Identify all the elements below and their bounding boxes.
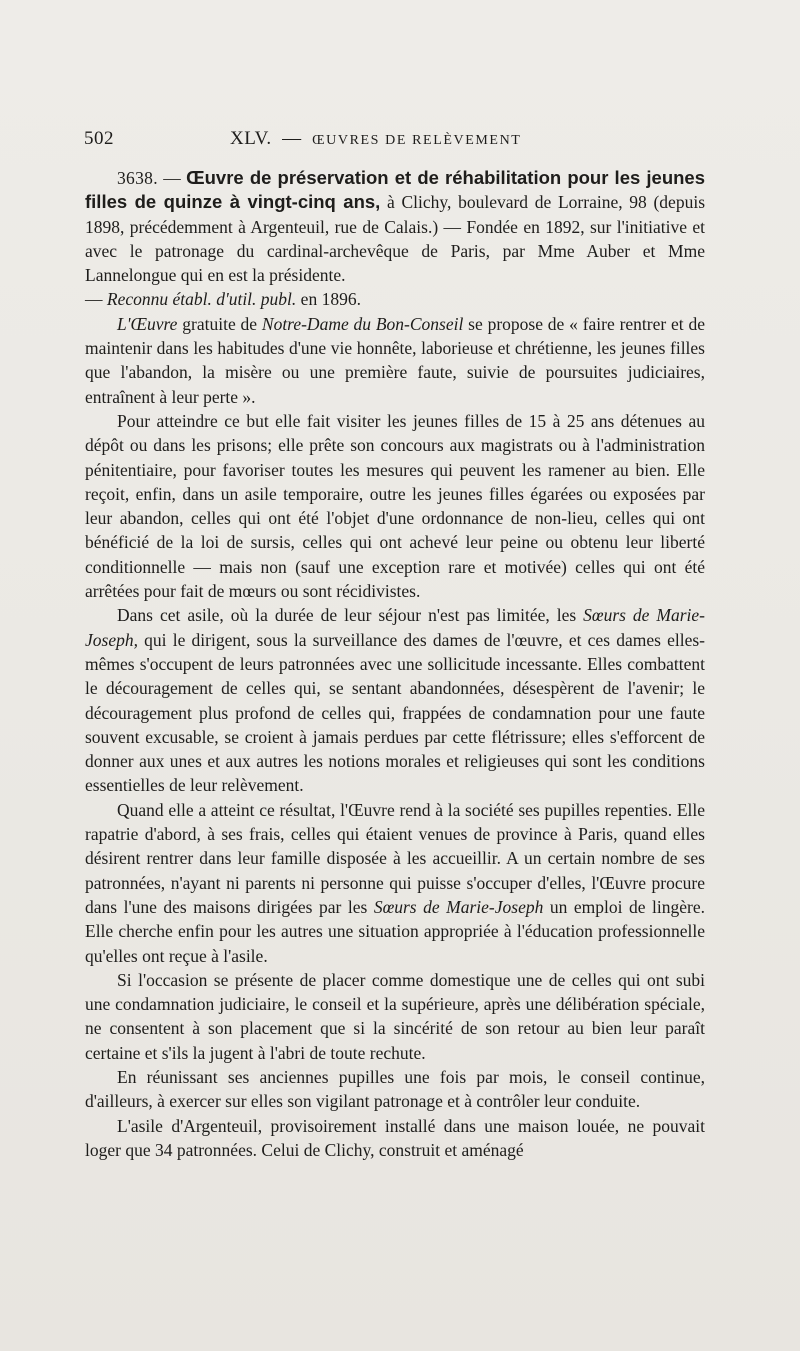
paragraph-placement: Si l'occasion se présente de placer comme domestique une de celles qui ont subi une condamnation judiciaire, le conseil et la supérieure, après une délibération spéciale, ne consentent à son placement que si la sincérité de son retour au bien leur paraît certaine et s'ils la jugent à l'abri de toute rechute. <box>85 969 705 1063</box>
soeurs-name: Sœurs de Marie-Joseph, <box>85 605 706 650</box>
running-header <box>84 128 714 158</box>
oeuvre-name: L'Œuvre <box>117 313 178 334</box>
recognition-prefix: — <box>85 289 107 310</box>
paragraph-mission-text-b: se propose de « faire rentrer et de maintenir dans les habitudes d'une vie honnête, laborieuse et chrétienne, les jeunes filles que l'abandon, la misère ou une première faute, suivie de poursuites judiciaires, entraînent à leur perte ». <box>85 313 705 407</box>
paragraph-mission <box>85 312 705 409</box>
paragraph-visits: Pour atteindre ce but elle fait visiter les jeunes filles de 15 à 25 ans détenues au dépôt ou dans les prisons; elle prête son concours aux magistrats ou à l'administration pénitentiaire, pour favoriser toutes les mesures qui peuvent les ramener au bien. Elle reçoit, enfin, dans un asile temporaire, outre les jeunes filles égarées ou exposées par leur abandon, celles qui ont été l'objet d'une ordonnance de non-lieu, celles qui ont bénéficié de la loi de sursis, celles qui ont achevé leur peine ou obtenu leur liberté conditionnelle — mais non (sauf une exception rare et motivée) celles qui ont été arrêtées pour fait de mœurs ou sont récidivistes. <box>85 410 705 602</box>
entry-number: 3638. <box>117 168 158 188</box>
entry-intro: à Clichy, boulevard de Lorraine, 98 (depuis 1898, précédemment à Argenteuil, rue de Calais.) — Fondée en 1892, sur l'initiative et avec le patronage du cardinal-archevêque de Paris, par Mme Auber et Mme Lannelongue qui en est la présidente. <box>85 192 705 286</box>
running-title <box>230 128 521 150</box>
entry-dash: — <box>163 168 181 188</box>
soeurs-name-2: Sœurs de Marie-Joseph <box>373 896 544 917</box>
paragraph-asylum <box>85 603 705 797</box>
entry-title: Œuvre de préservation et de réhabilitation pour les jeunes filles de quinze à vingt-cinq ans, <box>85 167 706 213</box>
recognition-text: Reconnu établ. d'util. publ. <box>106 289 297 310</box>
body-text <box>85 166 705 1162</box>
paragraph-argenteuil: L'asile d'Argenteuil, provisoirement installé dans une maison louée, ne pouvait loger que 34 patronnées. Celui de Clichy, construit et aménagé <box>85 1115 705 1160</box>
notre-dame-name: Notre-Dame du Bon-Conseil <box>261 313 464 334</box>
chapter-number: XLV. <box>230 128 272 149</box>
paragraph-result <box>85 798 705 968</box>
header-dash: — <box>282 128 302 149</box>
paragraph-result-text-b: un emploi de lingère. Elle cherche enfin pour les autres une situation appropriée à l'éducation professionnelle qu'elles ont reçue à l'asile. <box>85 896 705 966</box>
entry-paragraph <box>85 166 705 312</box>
page-number: 502 <box>84 128 114 149</box>
paragraph-asylum-text-a: Dans cet asile, où la durée de leur séjour n'est pas limitée, les <box>117 605 584 626</box>
paragraph-meetings: En réunissant ses anciennes pupilles une fois par mois, le conseil continue, d'ailleurs, à exercer sur elles son vigilant patronage et à contrôler leur conduite. <box>85 1066 705 1112</box>
section-title: ŒUVRES DE RELÈVEMENT <box>312 133 522 148</box>
paragraph-mission-text-a: gratuite de <box>177 313 262 334</box>
recognition-year: en 1896. <box>296 289 361 310</box>
paragraph-result-text-a: Quand elle a atteint ce résultat, l'Œuvre rend à la société ses pupilles repenties. Elle rapatrie d'abord, à ses frais, celles qui étaient venues de province à Paris, quand elles désirent rentrer dans leur famille disposée à les accueillir. A un certain nombre de ses patronnées, n'ayant ni parents ni personne qui puisse s'occuper d'elles, l'Œuvre procure dans l'une des maisons dirigées par les <box>85 799 705 917</box>
paragraph-asylum-text-b: qui le dirigent, sous la surveillance des dames de l'œuvre, et ces dames elles-mêmes s'occupent de leurs patronnées avec une sollicitude incessante. Elles combattent le découragement de celles qui, se sentant abandonnées, désespèrent de l'avenir; le découragement plus profond de celles qui, frappées de condamnation pour une faute souvent excusable, se croient à jamais perdues par cette flétrissure; elles s'efforcent de donner aux unes et aux autres les notions morales et religieuses qui sont les conditions essentielles de leur relèvement. <box>85 629 705 796</box>
